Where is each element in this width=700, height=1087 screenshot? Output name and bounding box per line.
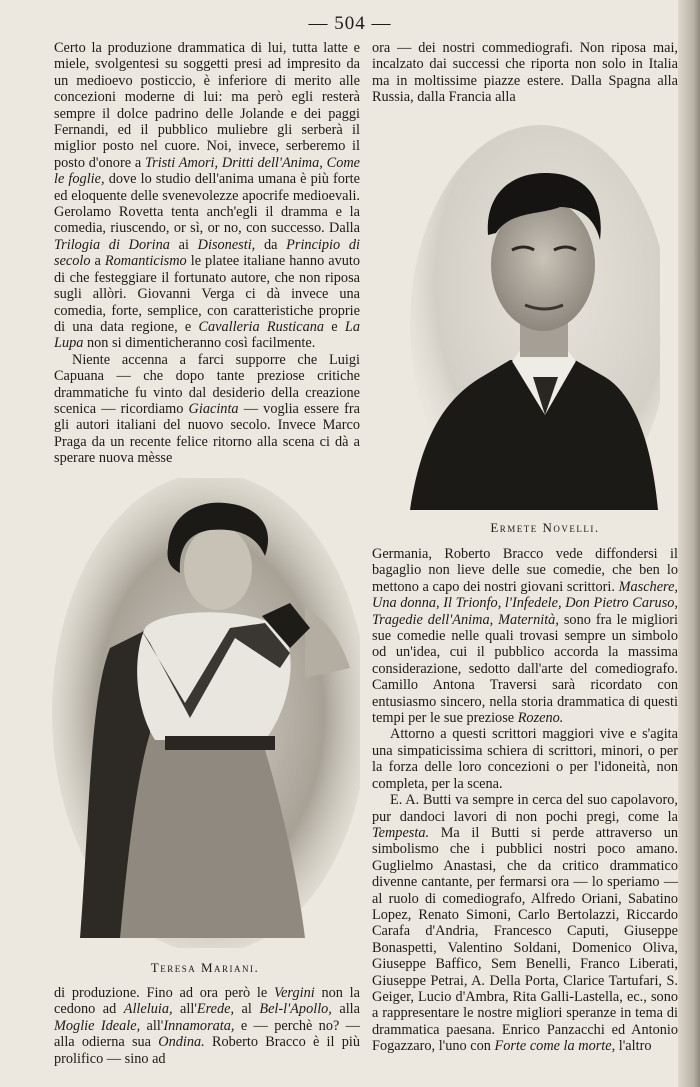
paragraph-1: Certo la produzione drammatica di lui, tutta latte e miele, svolgentesi su soggetti presi ad impresito da un medioevo posticcio, è inferiore di merito alle concezioni moderne di lui: ma però egli resterà sempre il dolce padrino delle Jolande e dei paggi Fernandi, ed il pubblico muliebre gli serberà il miglior posto nel cuore. Noi, invece, serberemo il posto d'onore a Tristi Amori, Dritti dell'Anima, Come le foglie, dove lo studio dell'anima umana è più forte ed eloquente delle svenevolezze apocrife medioevali. Gerolamo Rovetta tenta anch'egli il dramma e la comedia, riuscendo, or sì, or no, con successo. Dalla Trilogia di Dorina ai Disonesti, da Principio di secolo a Romanticismo le platee italiane hanno avuto di che festeggiare il fortunato autore, che non riposa sugli allòri. Giovanni Verga ci dà invece una comedia, forte, semplice, con caratteristiche proprie di una data regione, e Cavalleria Rusticana e La Lupa non si dimenticheranno così facilmente. — [54, 40, 361, 352]
caption-novelli: Ermete Novelli. — [490, 520, 600, 535]
paragraph-butti: E. A. Butti va sempre in cerca del suo capolavoro, pur dandoci lavori di non pochi pregi, come la Tempesta. Ma il Butti si perde attraverso un simbolismo che i pubblici nostri poco amano. Guglielmo Anastasi, che da critico drammatico divenne cantante, per fermarsi ora — lo speriamo — al ruolo di comediografo, Alfredo Oriani, Sabatino Lopez, Renato Simoni, Carlo Bertolazzi, Riccardo Carafa d'Andria, Francesco Caputi, Giuseppe Bonaspetti, Valentino Soldani, Domenico Oliva, Giuseppe Baffico, Sem Benelli, Franco Liberati, Giuseppe Petrai, A. Della Porta, Clarice Tartufari, S. Geiger, Lucio d'Ambra, Rita Galli-Lastella, ec., sono a rappresentare le nostre migliori speranze in tema di drammatica paesana. Enrico Panzacchi ed Antonio Fogazzaro, l'uno con Forte come la morte, l'altro — [372, 792, 678, 1055]
left-column-bottom-text: di produzione. Fino ad ora però le Vergini non la cedono ad Alleluia, all'Erede, al Bel-l'Apollo, alla Moglie Ideale, all'Innamorata, e — perchè no? — alla odierna sua Ondina. Roberto Bracco è il più prolifico — sino ad — [54, 985, 360, 1067]
right-column-top-text: ora — dei nostri commediografi. Non riposa mai, incalzato dai successi che riporta non solo in Italia ma in moltissime piazze estere. Dalla Spagna alla Russia, dalla Francia alla — [372, 40, 678, 106]
page-number: — 504 — — [308, 13, 392, 34]
portrait-photo-novelli — [400, 115, 660, 510]
novelli-portrait-image — [400, 115, 660, 510]
book-spine-shadow — [678, 0, 700, 1087]
mariani-portrait-image — [50, 478, 360, 948]
paragraph-2: Niente accenna a farci supporre che Luigi Capuana — che dopo tante preziose critiche drammatiche fu vinto dal desiderio della creazione scenica — ricordiamo Giacinta — voglia essere fra gli autori italiani del nuovo secolo. Invece Marco Praga da un recente felice ritorno alla scena ci dà a sperare nuova mèsse — [54, 351, 360, 467]
caption-mariani: Teresa Mariani. — [150, 960, 260, 975]
portrait-photo-mariani — [50, 478, 360, 948]
right-column-main-text — [372, 546, 678, 1076]
paragraph-minor-writers: Attorno a questi scrittori maggiori vive e s'agita una simpaticissima schiera di scrittori, minori, o per la forza delle loro concezioni o per l'idoneità, non completa, per la scena. — [372, 726, 678, 792]
paragraph-bracco: Germania, Roberto Bracco vede diffondersi il bagaglio non lieve delle sue comedie, che ben lo mettono a capo dei nostri giovani scrittori. Maschere, Una donna, Il Trionfo, l'Infedele, Don Pietro Caruso, Tragedie dell'Anima, Maternità, sono fra le migliori sue comedie nelle quali trovasi sempre un simbolo od un'idea, cui il pubblico accorda la massima considerazione, sedotto dall'arte del comediografo. Camillo Antona Traversi sarà ricordato con entusiasmo sincero, nella storia drammatica di questi tempi per le sue preziose Rozeno. — [372, 546, 678, 727]
left-column-top-text — [54, 40, 361, 467]
